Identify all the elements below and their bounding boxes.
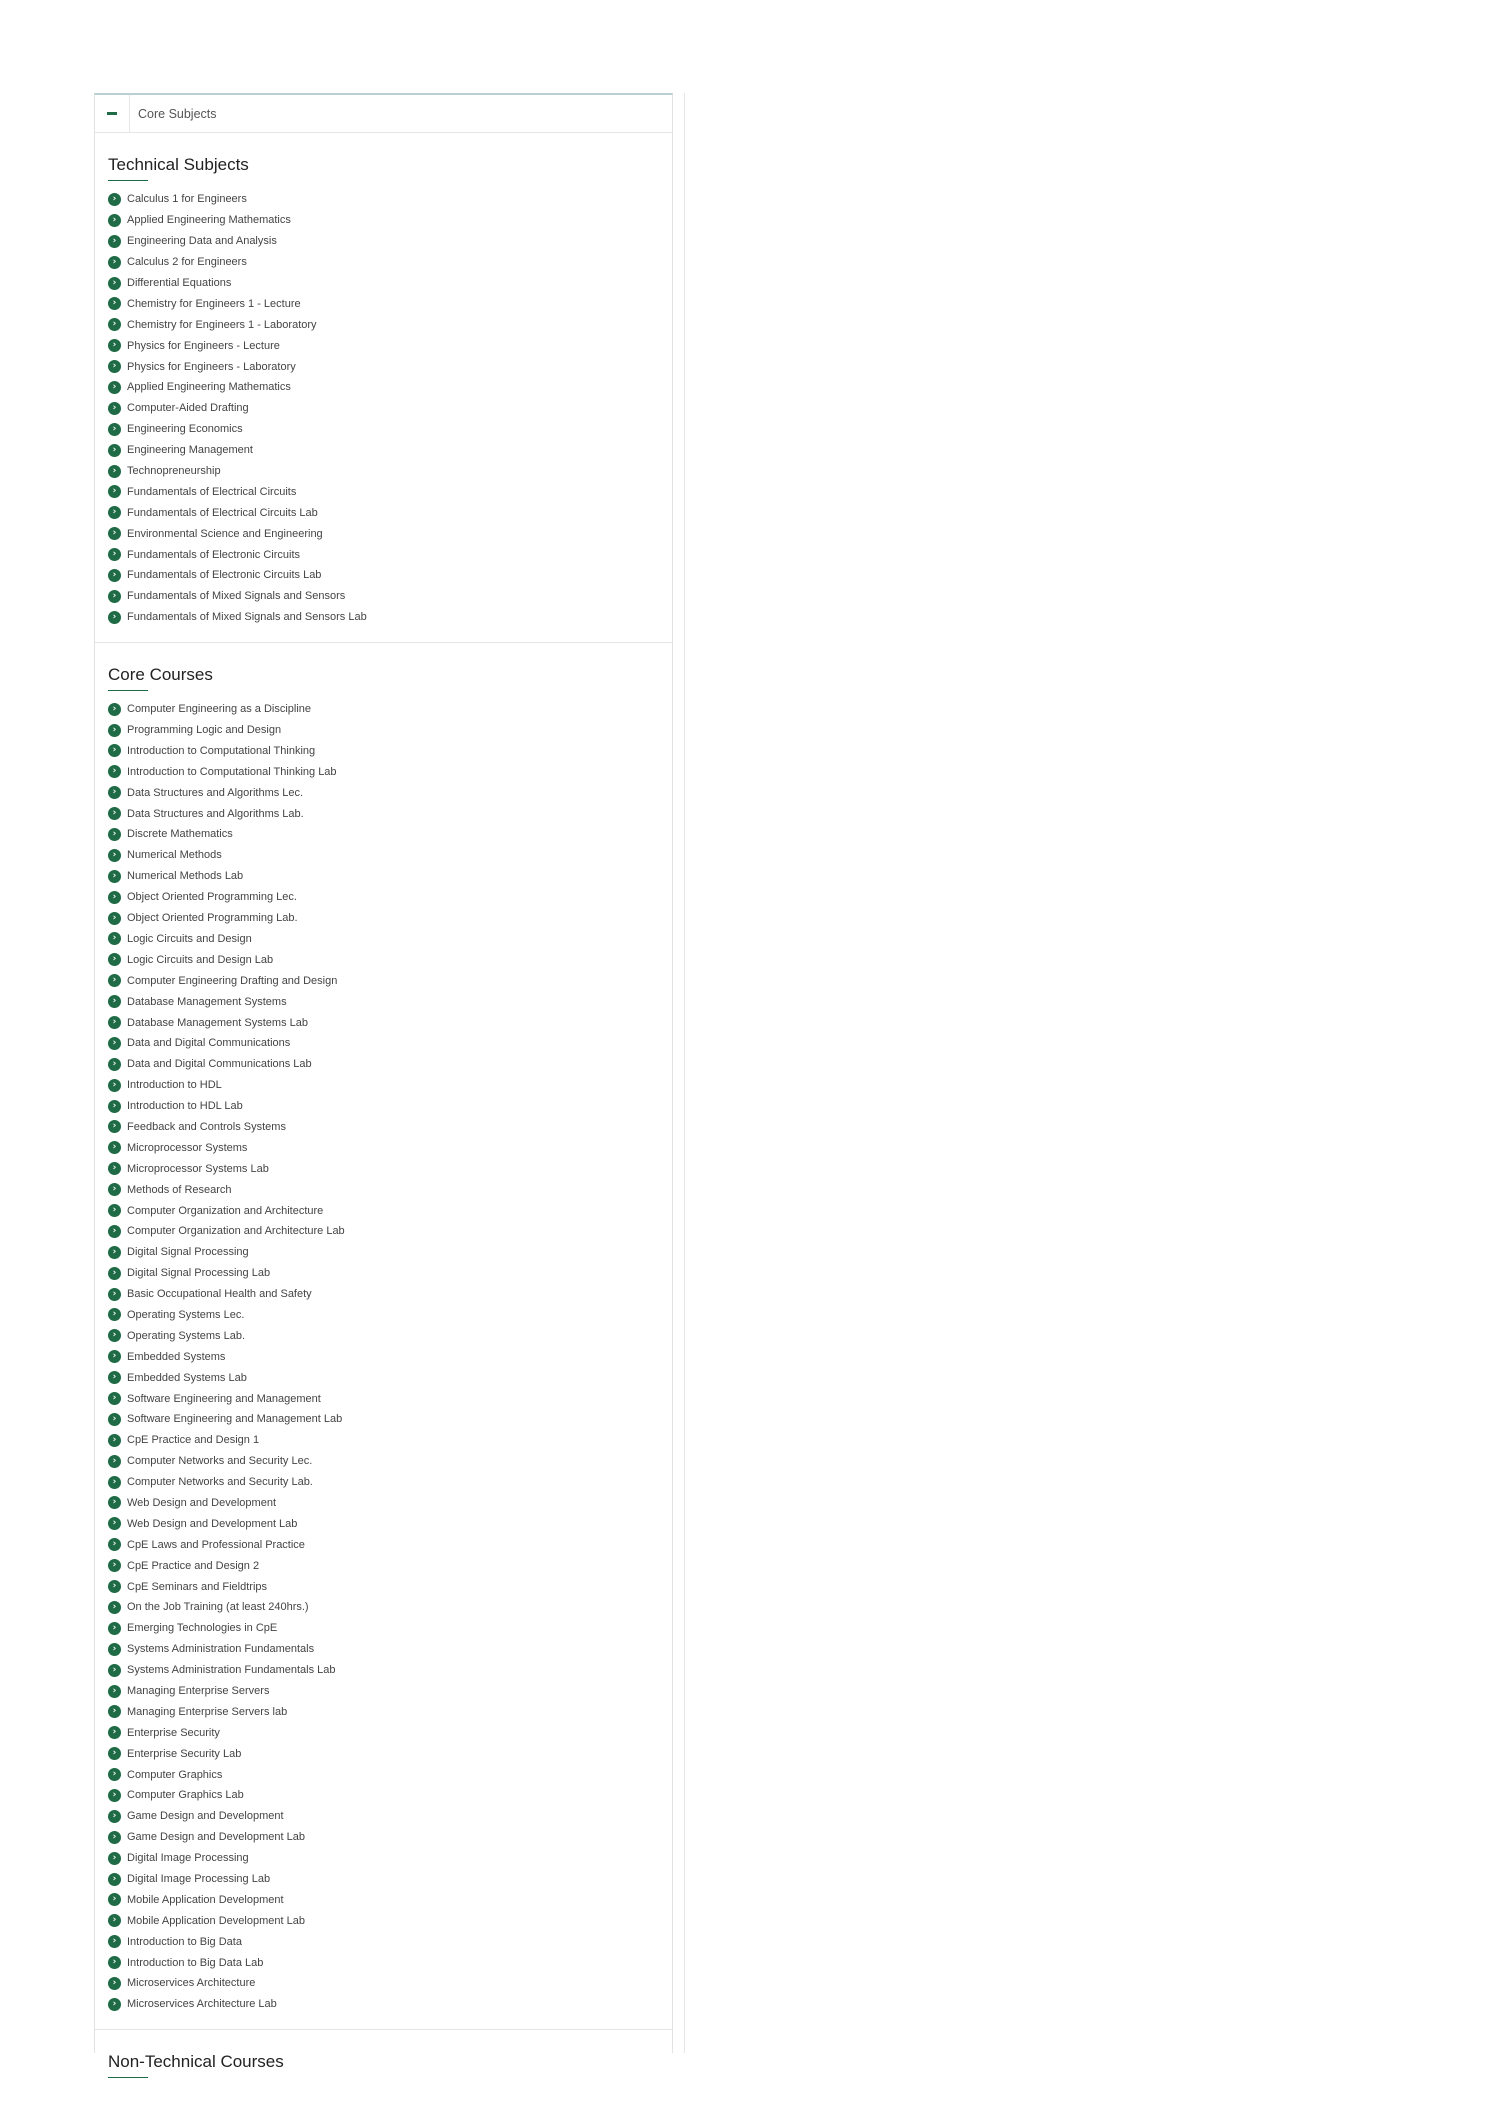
chevron-right-circle-icon: › (108, 1914, 121, 1927)
course-section (95, 643, 672, 2030)
course-link[interactable]: Fundamentals of Mixed Signals and Sensors Lab (127, 611, 367, 624)
course-list-item[interactable] (108, 1785, 659, 1806)
chevron-right-circle-icon: › (108, 569, 121, 582)
course-link[interactable]: Operating Systems Lab. (127, 1329, 246, 1342)
course-link[interactable]: Software Engineering and Management Lab (127, 1413, 343, 1426)
course-list-item[interactable] (108, 1096, 659, 1117)
course-link[interactable]: Computer Graphics (127, 1768, 223, 1781)
course-link[interactable]: Digital Image Processing (127, 1852, 249, 1865)
course-link[interactable]: Feedback and Controls Systems (127, 1120, 286, 1133)
chevron-right-circle-icon: › (108, 1789, 121, 1802)
course-list-item[interactable] (108, 970, 659, 991)
panel-shadow-line (684, 93, 685, 2053)
course-list-item[interactable] (108, 866, 659, 887)
chevron-right-circle-icon: › (108, 724, 121, 737)
chevron-right-circle-icon: › (108, 1852, 121, 1865)
course-link[interactable]: CpE Laws and Professional Practice (127, 1538, 305, 1551)
course-link[interactable]: Microprocessor Systems Lab (127, 1162, 269, 1175)
chevron-right-circle-icon: › (108, 1664, 121, 1677)
chevron-right-circle-icon: › (108, 1204, 121, 1217)
chevron-right-circle-icon: › (108, 1016, 121, 1029)
course-list-item[interactable] (108, 1555, 659, 1576)
course-list-item[interactable] (108, 1346, 659, 1367)
chevron-right-circle-icon: › (108, 1371, 121, 1384)
course-list-item[interactable] (108, 607, 659, 628)
course-link[interactable]: Fundamentals of Electronic Circuits (127, 548, 301, 561)
chevron-right-circle-icon: › (108, 1622, 121, 1635)
course-list-item[interactable] (108, 1534, 659, 1555)
course-link[interactable]: Data and Digital Communications Lab (127, 1058, 312, 1071)
chevron-right-circle-icon: › (108, 891, 121, 904)
course-list-item[interactable] (108, 1722, 659, 1743)
course-list-item[interactable] (108, 782, 659, 803)
course-list-item[interactable] (108, 1200, 659, 1221)
chevron-right-circle-icon: › (108, 444, 121, 457)
chevron-right-circle-icon: › (108, 1267, 121, 1280)
course-list-item[interactable] (108, 1931, 659, 1952)
course-link[interactable]: Engineering Management (127, 444, 253, 457)
course-list-item[interactable] (108, 1910, 659, 1931)
course-list-item[interactable] (108, 929, 659, 950)
course-list-item[interactable] (108, 1158, 659, 1179)
course-link[interactable]: Fundamentals of Electrical Circuits Lab (127, 506, 318, 519)
course-link[interactable]: Introduction to Computational Thinking Lab (127, 765, 337, 778)
course-list-item[interactable] (108, 1117, 659, 1138)
course-link[interactable]: Introduction to HDL (127, 1079, 222, 1092)
chevron-right-circle-icon: › (108, 1705, 121, 1718)
course-list-item[interactable] (108, 461, 659, 482)
course-list-item[interactable] (108, 1701, 659, 1722)
chevron-right-circle-icon: › (108, 611, 121, 624)
accordion-title: Core Subjects (138, 106, 217, 121)
course-link[interactable]: Chemistry for Engineers 1 - Lecture (127, 297, 301, 310)
chevron-right-circle-icon: › (108, 1685, 121, 1698)
course-link[interactable]: Fundamentals of Mixed Signals and Sensors (127, 590, 346, 603)
course-link[interactable]: Embedded Systems (127, 1350, 226, 1363)
chevron-right-circle-icon: › (108, 1476, 121, 1489)
course-list-item[interactable] (108, 189, 659, 210)
course-link[interactable]: Applied Engineering Mathematics (127, 214, 291, 227)
section-title: Core Courses (108, 664, 213, 684)
course-list-item[interactable] (108, 502, 659, 523)
course-link[interactable]: Web Design and Development Lab (127, 1517, 298, 1530)
course-link[interactable]: Object Oriented Programming Lec. (127, 891, 297, 904)
course-list-item[interactable] (108, 803, 659, 824)
course-link[interactable]: Enterprise Security (127, 1726, 220, 1739)
course-link[interactable]: Enterprise Security Lab (127, 1747, 242, 1760)
course-link[interactable]: Differential Equations (127, 277, 232, 289)
chevron-right-circle-icon: › (108, 1079, 121, 1092)
course-link[interactable]: Microservices Architecture Lab (127, 1998, 277, 2011)
chevron-right-circle-icon: › (108, 256, 121, 269)
course-link[interactable]: Computer Networks and Security Lab. (127, 1476, 313, 1489)
course-list-item[interactable] (108, 1305, 659, 1326)
accordion-header[interactable] (95, 95, 672, 133)
chevron-right-circle-icon: › (108, 1455, 121, 1468)
course-list-item[interactable] (108, 1430, 659, 1451)
chevron-right-circle-icon: › (108, 849, 121, 862)
chevron-right-circle-icon: › (108, 765, 121, 778)
minus-icon (107, 112, 117, 115)
course-section (95, 2030, 672, 2094)
chevron-right-circle-icon: › (108, 1810, 121, 1823)
course-list-item[interactable] (108, 1889, 659, 1910)
course-link[interactable]: Operating Systems Lec. (127, 1308, 245, 1321)
course-list-item[interactable] (108, 210, 659, 231)
section-title-underline (108, 690, 148, 691)
course-list-item[interactable] (108, 252, 659, 273)
course-link[interactable]: Introduction to Big Data (127, 1935, 242, 1948)
course-list-item[interactable] (108, 335, 659, 356)
chevron-right-circle-icon: › (108, 1956, 121, 1969)
course-link[interactable]: Applied Engineering Mathematics (127, 381, 291, 394)
chevron-right-circle-icon: › (108, 1726, 121, 1739)
chevron-right-circle-icon: › (108, 402, 121, 415)
chevron-right-circle-icon: › (108, 1225, 121, 1238)
chevron-right-circle-icon: › (108, 828, 121, 841)
chevron-right-circle-icon: › (108, 1998, 121, 2011)
course-list-item[interactable] (108, 1325, 659, 1346)
chevron-right-circle-icon: › (108, 1037, 121, 1050)
chevron-right-circle-icon: › (108, 1831, 121, 1844)
chevron-right-circle-icon: › (108, 1329, 121, 1342)
chevron-right-circle-icon: › (108, 214, 121, 227)
course-list-item[interactable] (108, 356, 659, 377)
chevron-right-circle-icon: › (108, 1058, 121, 1071)
chevron-right-circle-icon: › (108, 974, 121, 987)
course-link[interactable]: Systems Administration Fundamentals (127, 1643, 315, 1656)
chevron-right-circle-icon: › (108, 1288, 121, 1301)
chevron-right-circle-icon: › (108, 1100, 121, 1113)
chevron-right-circle-icon: › (108, 297, 121, 310)
chevron-right-circle-icon: › (108, 1183, 121, 1196)
chevron-right-circle-icon: › (108, 1935, 121, 1948)
course-link[interactable]: Mobile Application Development Lab (127, 1914, 305, 1927)
course-link[interactable]: Computer Organization and Architecture (127, 1204, 324, 1217)
chevron-right-circle-icon: › (108, 1413, 121, 1426)
course-list-item[interactable] (108, 1493, 659, 1514)
course-link[interactable]: Data and Digital Communications (127, 1037, 291, 1050)
course-list-item[interactable] (108, 1848, 659, 1869)
course-link[interactable]: Numerical Methods (127, 849, 222, 862)
chevron-right-circle-icon: › (108, 1350, 121, 1363)
chevron-right-circle-icon: › (108, 1308, 121, 1321)
course-list-item[interactable] (108, 824, 659, 845)
course-link[interactable]: Managing Enterprise Servers (127, 1685, 270, 1697)
course-list-item[interactable] (108, 908, 659, 929)
chevron-right-circle-icon: › (108, 1517, 121, 1530)
chevron-right-circle-icon: › (108, 1873, 121, 1886)
chevron-right-circle-icon: › (108, 1580, 121, 1593)
course-list-item[interactable] (108, 273, 659, 294)
course-list-item[interactable] (108, 1764, 659, 1785)
collapse-toggle-button[interactable] (95, 95, 130, 132)
course-link[interactable]: Database Management Systems Lab (127, 1016, 308, 1029)
course-link[interactable]: Object Oriented Programming Lab. (127, 912, 298, 925)
course-link[interactable]: On the Job Training (at least 240hrs.) (127, 1601, 309, 1614)
chevron-right-circle-icon: › (108, 1496, 121, 1509)
course-list-item[interactable] (108, 1367, 659, 1388)
course-list-item[interactable] (108, 1472, 659, 1493)
chevron-right-circle-icon: › (108, 527, 121, 540)
course-link[interactable]: Microprocessor Systems (127, 1141, 248, 1154)
course-link[interactable]: Methods of Research (127, 1183, 232, 1196)
course-link[interactable]: Computer Graphics Lab (127, 1789, 244, 1802)
chevron-right-circle-icon: › (108, 1162, 121, 1175)
chevron-right-circle-icon: › (108, 1392, 121, 1405)
course-list-item[interactable] (108, 1973, 659, 1994)
course-link[interactable]: Emerging Technologies in CpE (127, 1622, 278, 1635)
chevron-right-circle-icon: › (108, 506, 121, 519)
chevron-right-circle-icon: › (108, 1434, 121, 1447)
chevron-right-circle-icon: › (108, 193, 121, 206)
course-link[interactable]: Computer Organization and Architecture Lab (127, 1225, 345, 1238)
chevron-right-circle-icon: › (108, 465, 121, 478)
chevron-right-circle-icon: › (108, 235, 121, 248)
course-link[interactable]: Basic Occupational Health and Safety (127, 1288, 312, 1301)
chevron-right-circle-icon: › (108, 381, 121, 394)
chevron-right-circle-icon: › (108, 995, 121, 1008)
course-link[interactable]: Introduction to Big Data Lab (127, 1956, 264, 1969)
course-list-item[interactable] (108, 377, 659, 398)
course-list-item[interactable] (108, 1952, 659, 1973)
course-link[interactable]: Mobile Application Development (127, 1893, 284, 1906)
course-list-item[interactable] (108, 1806, 659, 1827)
course-link[interactable]: Database Management Systems (127, 995, 287, 1008)
course-list-item[interactable] (108, 523, 659, 544)
course-list-item[interactable] (108, 1618, 659, 1639)
chevron-right-circle-icon: › (108, 423, 121, 436)
course-list-item[interactable] (108, 1994, 659, 2015)
course-link[interactable]: Calculus 2 for Engineers (127, 256, 247, 269)
chevron-right-circle-icon: › (108, 870, 121, 883)
course-link[interactable]: Data Structures and Algorithms Lab. (127, 807, 304, 820)
course-link[interactable]: Computer Networks and Security Lec. (127, 1455, 313, 1468)
course-link[interactable]: Engineering Economics (127, 423, 243, 436)
course-link[interactable]: Data Structures and Algorithms Lec. (127, 786, 304, 799)
course-link[interactable]: Digital Signal Processing (127, 1246, 249, 1259)
course-list-item[interactable] (108, 1263, 659, 1284)
course-list-item[interactable] (108, 699, 659, 720)
accordion-panel (94, 93, 673, 2071)
course-link[interactable]: Logic Circuits and Design Lab (127, 953, 274, 966)
course-list-item[interactable] (108, 1033, 659, 1054)
accordion-body (95, 133, 672, 2094)
course-list (108, 699, 659, 2021)
chevron-right-circle-icon: › (108, 1601, 121, 1614)
section-title: Non-Technical Courses (108, 2051, 284, 2071)
course-link[interactable]: Game Design and Development (127, 1810, 284, 1823)
course-list-item[interactable] (108, 231, 659, 252)
chevron-right-circle-icon: › (108, 318, 121, 331)
course-list-item[interactable] (108, 887, 659, 908)
chevron-right-circle-icon: › (108, 807, 121, 820)
course-list-item[interactable] (108, 1075, 659, 1096)
chevron-right-circle-icon: › (108, 1538, 121, 1551)
course-link[interactable]: Software Engineering and Management (127, 1392, 321, 1405)
course-list-item[interactable] (108, 1388, 659, 1409)
chevron-right-circle-icon: › (108, 1977, 121, 1990)
course-link[interactable]: Managing Enterprise Servers lab (127, 1705, 288, 1718)
section-title-underline (108, 2077, 148, 2078)
course-list-item[interactable] (108, 991, 659, 1012)
chevron-right-circle-icon: › (108, 485, 121, 498)
course-list-item[interactable] (108, 1054, 659, 1075)
chevron-right-circle-icon: › (108, 786, 121, 799)
course-list-item[interactable] (108, 740, 659, 761)
section-title-underline (108, 180, 148, 181)
course-link[interactable]: Programming Logic and Design (127, 724, 282, 737)
course-link[interactable]: Game Design and Development Lab (127, 1831, 305, 1844)
course-link[interactable]: Microservices Architecture (127, 1977, 256, 1990)
course-list-item[interactable] (108, 1639, 659, 1660)
chevron-right-circle-icon: › (108, 360, 121, 373)
course-list-item[interactable] (108, 1221, 659, 1242)
chevron-right-circle-icon: › (108, 703, 121, 716)
chevron-right-circle-icon: › (108, 590, 121, 603)
course-link[interactable]: Discrete Mathematics (127, 828, 233, 841)
chevron-right-circle-icon: › (108, 548, 121, 561)
course-list-item[interactable] (108, 544, 659, 565)
chevron-right-circle-icon: › (108, 744, 121, 757)
chevron-right-circle-icon: › (108, 912, 121, 925)
course-link[interactable]: Fundamentals of Electrical Circuits (127, 485, 297, 498)
course-list-item[interactable] (108, 1137, 659, 1158)
chevron-right-circle-icon: › (108, 1643, 121, 1656)
course-link[interactable]: Introduction to HDL Lab (127, 1100, 243, 1113)
course-link[interactable]: CpE Seminars and Fieldtrips (127, 1580, 268, 1593)
chevron-right-circle-icon: › (108, 1768, 121, 1781)
chevron-right-circle-icon: › (108, 1559, 121, 1572)
course-link[interactable]: Computer-Aided Drafting (127, 402, 249, 415)
course-list-item[interactable] (108, 419, 659, 440)
course-link[interactable]: Embedded Systems Lab (127, 1371, 247, 1384)
course-link[interactable]: Numerical Methods Lab (127, 870, 244, 883)
course-list-item[interactable] (108, 1409, 659, 1430)
course-list-item[interactable] (108, 1869, 659, 1890)
course-list-item[interactable] (108, 314, 659, 335)
course-link[interactable]: Chemistry for Engineers 1 - Laboratory (127, 318, 317, 331)
course-link[interactable]: Web Design and Development (127, 1496, 276, 1509)
course-list-item[interactable] (108, 398, 659, 419)
course-list-item[interactable] (108, 1827, 659, 1848)
course-link[interactable]: Calculus 1 for Engineers (127, 193, 247, 206)
course-link[interactable]: Technopreneurship (127, 465, 221, 478)
course-list-item[interactable] (108, 1012, 659, 1033)
course-list-item[interactable] (108, 720, 659, 741)
course-link[interactable]: Physics for Engineers - Laboratory (127, 360, 296, 373)
course-section (95, 133, 672, 643)
course-list-item[interactable] (108, 1179, 659, 1200)
chevron-right-circle-icon: › (108, 1893, 121, 1906)
course-list-item[interactable] (108, 1576, 659, 1597)
course-link[interactable]: CpE Practice and Design 2 (127, 1559, 260, 1572)
chevron-right-circle-icon: › (108, 1141, 121, 1154)
course-list-item[interactable] (108, 293, 659, 314)
chevron-right-circle-icon: › (108, 932, 121, 945)
course-list-item[interactable] (108, 1743, 659, 1764)
chevron-right-circle-icon: › (108, 1246, 121, 1259)
course-list-item[interactable] (108, 440, 659, 461)
course-link[interactable]: Digital Image Processing Lab (127, 1873, 271, 1886)
course-list-item[interactable] (108, 1681, 659, 1702)
course-link[interactable]: CpE Practice and Design 1 (127, 1434, 260, 1447)
course-list-item[interactable] (108, 565, 659, 586)
course-link[interactable]: Computer Engineering as a Discipline (127, 703, 312, 716)
chevron-right-circle-icon: › (108, 1747, 121, 1760)
course-list-item[interactable] (108, 1284, 659, 1305)
course-list-item[interactable] (108, 949, 659, 970)
course-link[interactable]: Physics for Engineers - Lecture (127, 339, 280, 352)
course-link[interactable]: Engineering Data and Analysis (127, 235, 277, 248)
course-list-item[interactable] (108, 1242, 659, 1263)
course-link[interactable]: Systems Administration Fundamentals Lab (127, 1664, 336, 1677)
course-list-item[interactable] (108, 1660, 659, 1681)
course-list-item[interactable] (108, 845, 659, 866)
course-link[interactable]: Environmental Science and Engineering (127, 527, 323, 540)
section-title: Technical Subjects (108, 155, 249, 174)
course-list (108, 189, 659, 634)
course-list-item[interactable] (108, 1451, 659, 1472)
course-link[interactable]: Computer Engineering Drafting and Design (127, 974, 338, 987)
course-list-item[interactable] (108, 1597, 659, 1618)
chevron-right-circle-icon: › (108, 277, 121, 290)
course-list-item[interactable] (108, 761, 659, 782)
course-list-item[interactable] (108, 1513, 659, 1534)
course-list-item[interactable] (108, 586, 659, 607)
course-link[interactable]: Fundamentals of Electronic Circuits Lab (127, 569, 322, 582)
chevron-right-circle-icon: › (108, 339, 121, 352)
chevron-right-circle-icon: › (108, 1120, 121, 1133)
course-link[interactable]: Logic Circuits and Design (127, 932, 252, 945)
chevron-right-circle-icon: › (108, 953, 121, 966)
course-link[interactable]: Introduction to Computational Thinking (127, 744, 316, 757)
course-link[interactable]: Digital Signal Processing Lab (127, 1267, 271, 1280)
course-list-item[interactable] (108, 481, 659, 502)
